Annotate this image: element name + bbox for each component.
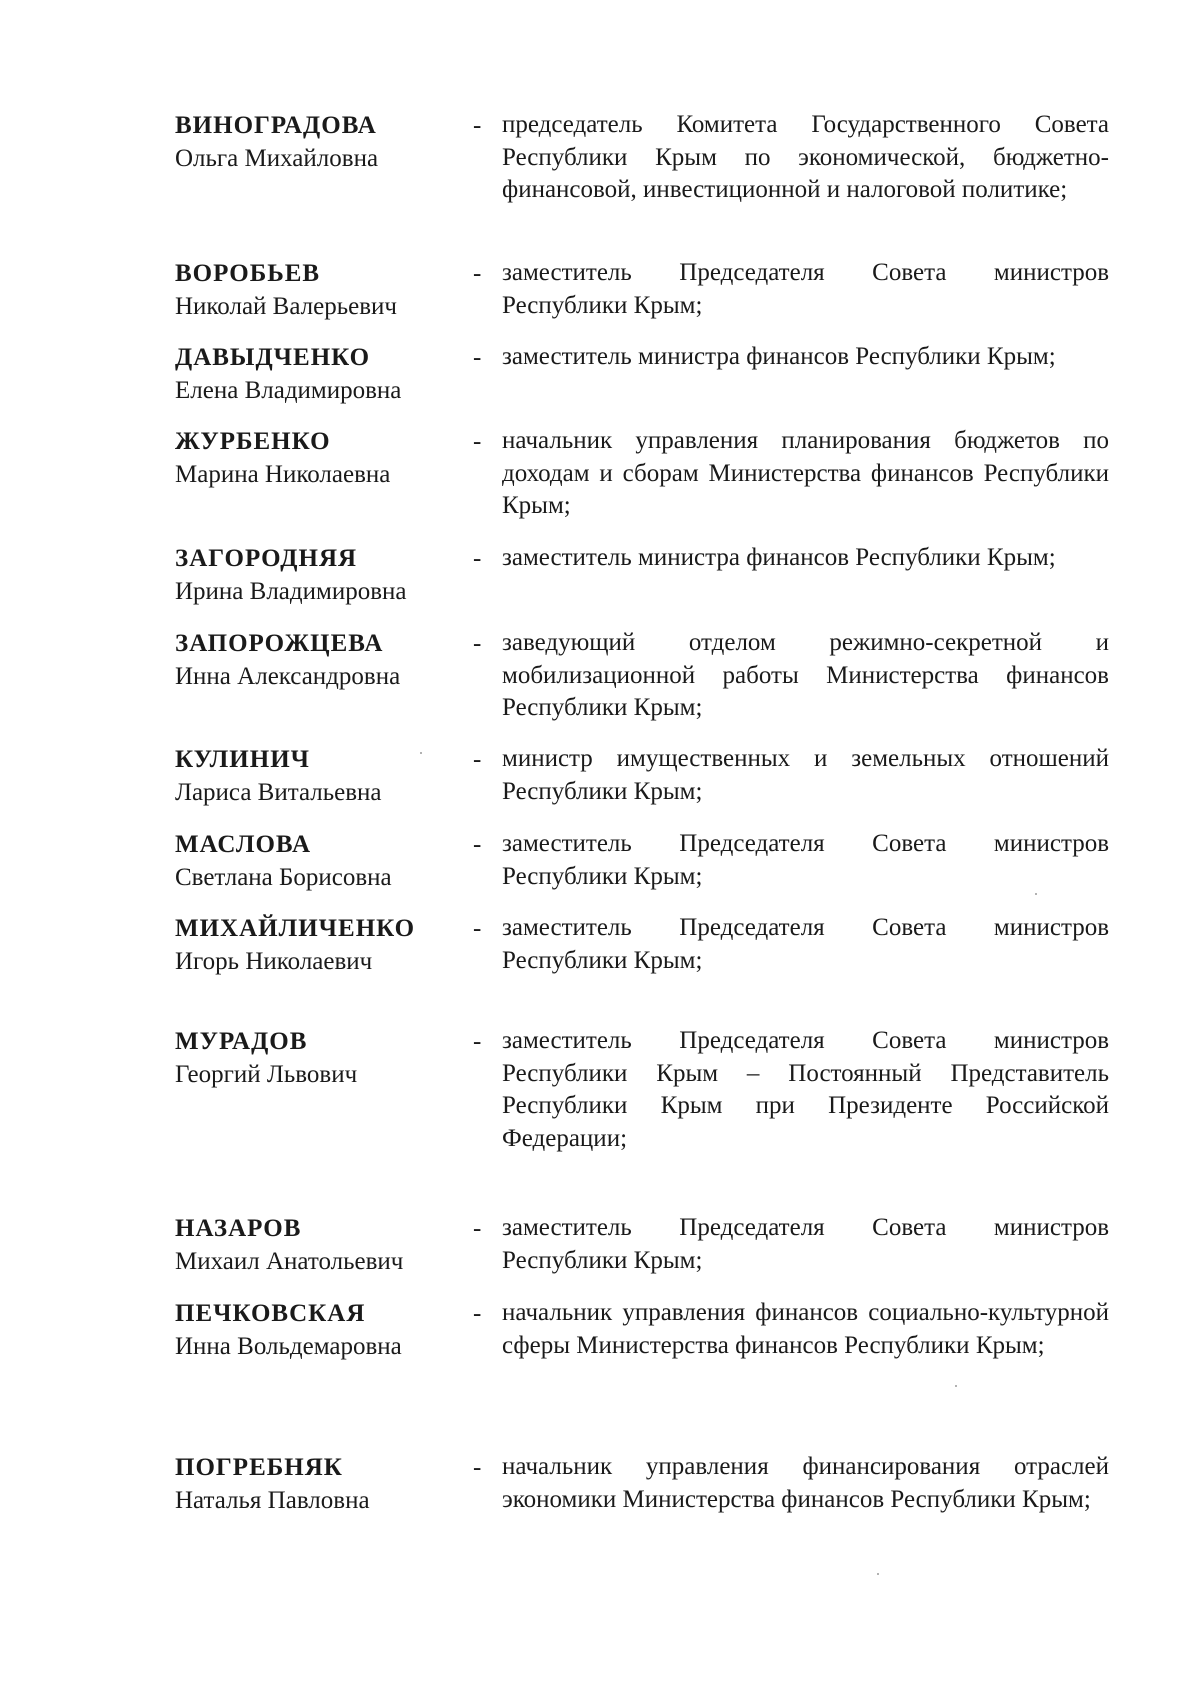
separator-dash: -	[473, 1028, 482, 1055]
member-given-names: Инна Вольдемаровна	[175, 1333, 402, 1360]
member-name	[175, 257, 455, 323]
separator-dash: -	[473, 831, 482, 858]
separator-dash: -	[473, 1215, 482, 1242]
member-name	[175, 1212, 455, 1278]
separator-dash: -	[473, 545, 482, 572]
separator-dash: -	[473, 260, 482, 287]
separator-dash: -	[473, 630, 482, 657]
separator-dash: -	[473, 915, 482, 942]
member-surname: ДАВЫДЧЕНКО	[175, 344, 371, 371]
member-surname: ЗАГОРОДНЯЯ	[175, 545, 358, 572]
member-given-names: Инна Александровна	[175, 663, 401, 690]
scan-speck	[420, 752, 422, 754]
scan-speck	[1035, 893, 1037, 895]
member-position: начальник управления финансов социально-культурной сферы Министерства финансов Республики Крым;	[502, 1299, 1109, 1359]
member-name	[175, 1451, 455, 1517]
member-given-names: Игорь Николаевич	[175, 948, 373, 975]
member-position: министр имущественных и земельных отношений Республики Крым;	[502, 745, 1109, 805]
member-given-names: Марина Николаевна	[175, 461, 391, 488]
separator-dash: -	[473, 428, 482, 455]
member-surname: ВОРОБЬЕВ	[175, 260, 321, 287]
member-surname: МУРАДОВ	[175, 1028, 308, 1055]
member-name	[175, 425, 455, 491]
member-position: заведующий отделом режимно-секретной и мобилизационной работы Министерства финансов Республики Крым;	[502, 629, 1109, 721]
member-position: заместитель министра финансов Республики Крым;	[502, 343, 1056, 370]
member-surname: КУЛИНИЧ	[175, 746, 310, 773]
member-name	[175, 1025, 455, 1091]
member-given-names: Ирина Владимировна	[175, 578, 407, 605]
member-given-names: Лариса Витальевна	[175, 779, 382, 806]
member-given-names: Ольга Михайловна	[175, 145, 379, 172]
member-name	[175, 109, 455, 175]
member-position: начальник управления планирования бюджетов по доходам и сборам Министерства финансов Республики Крым;	[502, 427, 1109, 519]
member-name	[175, 743, 455, 809]
scan-speck	[877, 1573, 879, 1575]
member-position: заместитель Председателя Совета министров Республики Крым;	[502, 914, 1109, 974]
separator-dash: -	[473, 1454, 482, 1481]
member-name	[175, 341, 455, 407]
member-position: председатель Комитета Государственного Совета Республики Крым по экономической, бюджетно-финансовой, инвестиционной и налоговой политике;	[502, 111, 1109, 203]
member-surname: ВИНОГРАДОВА	[175, 112, 377, 139]
member-name	[175, 912, 455, 978]
member-given-names: Наталья Павловна	[175, 1487, 370, 1514]
scan-speck	[955, 1385, 957, 1387]
member-position: заместитель министра финансов Республики Крым;	[502, 544, 1056, 571]
member-surname: ЗАПОРОЖЦЕВА	[175, 630, 384, 657]
separator-dash: -	[473, 746, 482, 773]
member-name	[175, 627, 455, 693]
member-name	[175, 542, 455, 608]
member-surname: МИХАЙЛИЧЕНКО	[175, 915, 416, 942]
member-name	[175, 828, 455, 894]
member-name	[175, 1297, 455, 1363]
member-given-names: Елена Владимировна	[175, 377, 402, 404]
member-position: заместитель Председателя Совета министров Республики Крым;	[502, 830, 1109, 890]
member-given-names: Георгий Львович	[175, 1061, 358, 1088]
member-surname: ЖУРБЕНКО	[175, 428, 331, 455]
member-surname: ПЕЧКОВСКАЯ	[175, 1300, 366, 1327]
separator-dash: -	[473, 344, 482, 371]
member-position: начальник управления финансирования отраслей экономики Министерства финансов Республики Крым;	[502, 1453, 1109, 1513]
separator-dash: -	[473, 112, 482, 139]
member-surname: ПОГРЕБНЯК	[175, 1454, 343, 1481]
member-given-names: Михаил Анатольевич	[175, 1248, 404, 1275]
separator-dash: -	[473, 1300, 482, 1327]
member-given-names: Светлана Борисовна	[175, 864, 392, 891]
member-given-names: Николай Валерьевич	[175, 293, 397, 320]
member-position: заместитель Председателя Совета министров Республики Крым;	[502, 1214, 1109, 1274]
member-position: заместитель Председателя Совета министров Республики Крым;	[502, 259, 1109, 319]
member-surname: МАСЛОВА	[175, 831, 312, 858]
member-surname: НАЗАРОВ	[175, 1215, 302, 1242]
member-position: заместитель Председателя Совета министров Республики Крым – Постоянный Представитель Республики Крым при Президенте Российской Федерации;	[502, 1027, 1109, 1152]
